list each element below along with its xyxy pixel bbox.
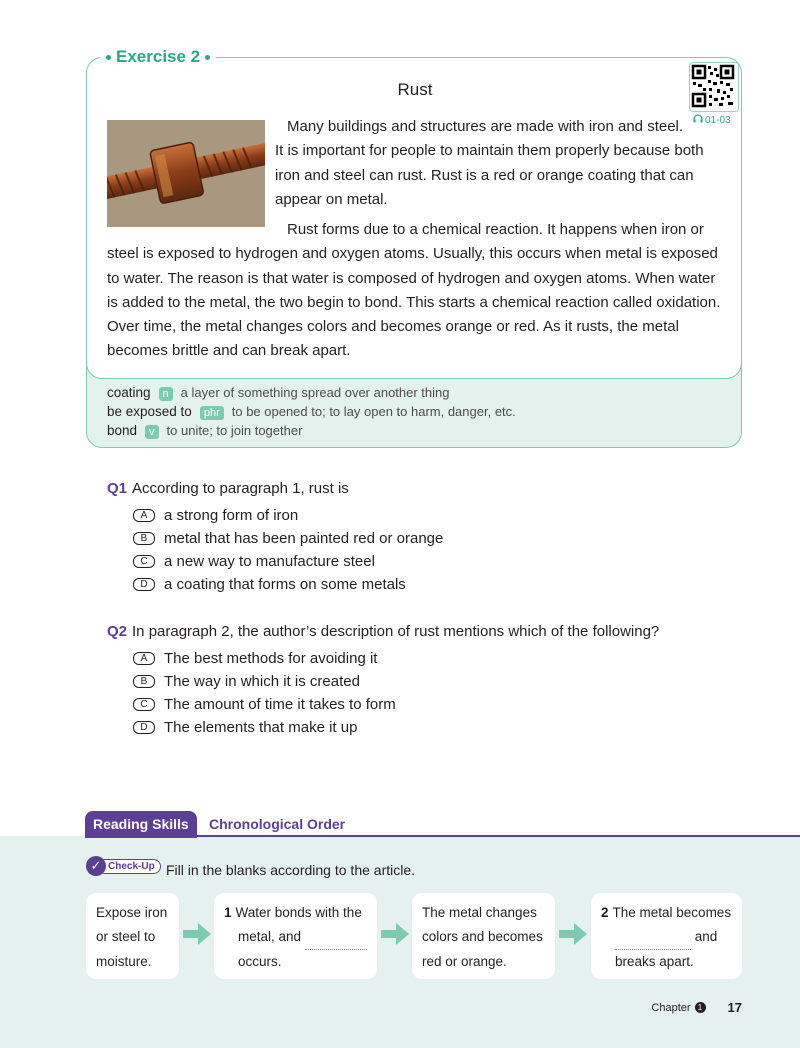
sequence-card-3: The metal changes colors and becomes red or orange. [412, 893, 555, 979]
option-letter-oval[interactable]: B [133, 675, 155, 688]
dot-icon [205, 55, 210, 60]
dot-icon [106, 55, 111, 60]
answer-option[interactable]: C a new way to manufacture steel [133, 553, 375, 570]
answer-option[interactable]: C The amount of time it takes to form [133, 696, 396, 713]
fill-blank-input[interactable] [305, 933, 367, 950]
qr-code-icon[interactable] [689, 62, 739, 112]
exercise-label: Exercise 2 [100, 47, 216, 67]
audio-track[interactable]: 01-03 [693, 114, 731, 126]
page-number: 17 [727, 1000, 742, 1015]
answer-option[interactable]: B metal that has been painted red or orange [133, 530, 443, 547]
pos-tag: phr [200, 406, 224, 420]
vocab-item: bond v to unite; to join together [107, 423, 303, 438]
exercise-box [86, 57, 742, 379]
option-letter-oval[interactable]: C [133, 698, 155, 711]
pos-tag: n [159, 387, 173, 401]
arrow-right-icon [381, 923, 409, 945]
fill-blank-input[interactable] [615, 933, 691, 950]
vocab-item: be exposed to phr to be opened to; to lay open to harm, danger, etc. [107, 404, 516, 419]
sequence-card-4: 2 The metal becomes and breaks apart. [591, 893, 742, 979]
sequence-card-1: Expose iron or steel to moisture. [86, 893, 179, 979]
answer-option[interactable]: A The best methods for avoiding it [133, 650, 377, 667]
reading-skills-tab: Reading Skills [85, 811, 197, 838]
divider [85, 835, 800, 837]
reading-skills-subtitle: Chronological Order [209, 816, 346, 832]
answer-option[interactable]: D a coating that forms on some metals [133, 576, 406, 593]
option-letter-oval[interactable]: C [133, 555, 155, 568]
instruction: Fill in the blanks according to the article. [166, 862, 416, 878]
vocab-item: coating n a layer of something spread over another thing [107, 385, 450, 400]
option-letter-oval[interactable]: A [133, 652, 155, 665]
answer-option[interactable]: A a strong form of iron [133, 507, 298, 524]
sequence-card-2: 1 Water bonds with the metal, and occurs. [214, 893, 377, 979]
option-letter-oval[interactable]: D [133, 578, 155, 591]
arrow-right-icon [183, 923, 211, 945]
passage-title: Rust [397, 80, 433, 99]
answer-option[interactable]: B The way in which it is created [133, 673, 360, 690]
pos-tag: v [145, 425, 159, 439]
option-letter-oval[interactable]: D [133, 721, 155, 734]
arrow-right-icon [559, 923, 587, 945]
question-2: Q2 In paragraph 2, the author’s description of rust mentions which of the following? [107, 623, 660, 640]
checkmark-icon: ✓ [86, 856, 106, 876]
option-letter-oval[interactable]: B [133, 532, 155, 545]
paragraph-1: Many buildings and structures are made with iron and steel. It is important for people to maintain them properly because both iron and steel can rust. Rust is a red or orange coating that can appear on metal. [275, 118, 704, 208]
chapter-number-badge: 1 [695, 1002, 706, 1013]
check-up-badge: ✓ Check-Up [86, 856, 161, 876]
question-1: Q1 According to paragraph 1, rust is [107, 480, 349, 497]
paragraph-2: Rust forms due to a chemical reaction. It happens when iron or steel is exposed to hydrogen and oxygen atoms. Usually, this occurs when metal is exposed to water. The reason is that water is composed of hydrogen and oxygen atoms. When water is added to the metal, the two begin to bond. This starts a chemical reaction called oxidation. Over time, the metal changes colors and becomes orange or red. As it rusts, the metal becomes brittle and can break apart. [107, 221, 721, 360]
answer-option[interactable]: D The elements that make it up [133, 719, 357, 736]
rusty-bolt-photo [107, 120, 265, 227]
page-footer: Chapter 1 17 [651, 1000, 742, 1015]
option-letter-oval[interactable]: A [133, 509, 155, 522]
